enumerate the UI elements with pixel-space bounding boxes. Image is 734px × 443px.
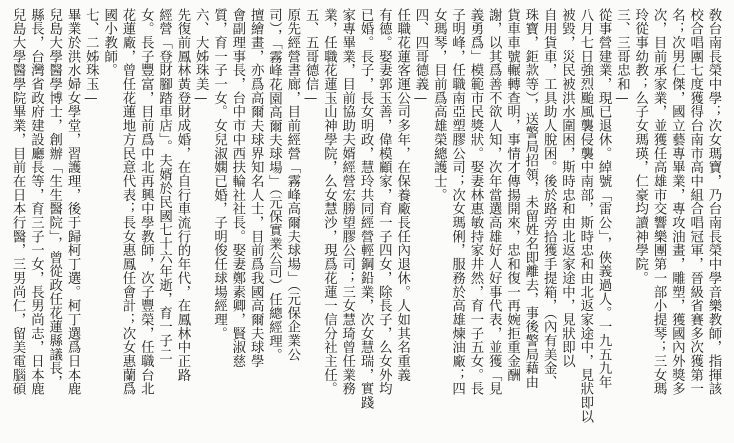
section-heading: 五、五哥德信— (303, 8, 319, 107)
text-column: 被毀，災民被洪水圍困，斯時忠和由北返家途中，見狀即以 (559, 8, 575, 369)
text-column: 已婚。長子，長女明政，慧玲共同經營輕鋼鉛業，次女慧瑞，實踐 (358, 8, 374, 410)
text-column: 縣長，台灣省政府建設廳長等，育三子一女，長男尚志，日本鹿 (28, 8, 44, 396)
text-column: 玲從事幼教；么子女瑪瑛，仁豪均讀神學院。 (632, 8, 648, 285)
text-column: 女瑪琴，目前爲高雄榮總護士。 (431, 8, 447, 202)
text-column: 花蓮廠，曾任花蓮地方民意代表；長女惠鳳任會計；次女惠蘭爲 (120, 8, 135, 396)
text-column: 珠寶，鉅款等），送警局招領，未留姓名即離去，事後警局藉由 (522, 8, 538, 390)
text-column: 業，任職花蓮玉山神學院，么女慧沙，現爲花蓮一信分社主任。 (321, 8, 337, 396)
text-column: 校合唱團七度獲得台南市高中組合唱冠軍，晉級省賽多次獲第一 (687, 8, 703, 396)
text-column: 子明峰，任職南亞塑膠公司；次女瑪俐，服務於高雄煉油廠；四 (449, 8, 465, 396)
text-column: 敎台南長榮中學；次女瑪寶，乃台南長榮中學音樂教師，指揮該 (706, 8, 721, 396)
text-column: 義勇爲」模範市民獎狀。娶妻林惠敏持家井然，育一子五女。長 (467, 8, 483, 396)
text-column: 謝，以其爲善不欲人知，次年當選高雄好人好事代表，並獲「見 (486, 8, 502, 396)
text-column: 原先經營書廊，目前經營「霧峰高爾夫球場」（元保企業公 (284, 8, 300, 362)
text-column: 質，育一子一女。女兒淑嫻已婚，子明俊任球場經理。 (211, 8, 227, 341)
text-column: 任職花蓮客運公司多年，在保養廠長任內退休。人如其名重義 (394, 8, 410, 382)
section-heading: 七、二姊珠玉— (83, 8, 99, 107)
text-column: 畢業於洪水婦女學堂，習護理，後于歸柯丁選。柯丁選爲日本鹿 (65, 8, 81, 396)
text-column: 貨車車號輾轉查明，事情才傳揚開來，忠和復一再婉拒重金酬 (504, 8, 520, 382)
section-heading: 六、大姊珠美— (193, 8, 209, 107)
text-column: 女。長子豐富，目前爲中北再興中學教師，次子豐榮，任職台北 (138, 8, 154, 396)
text-column: 國小教師。 (101, 8, 117, 78)
text-column: 從事營建業，現已退休。綽號「雷公」，俠義過人。一九五九年 (596, 8, 612, 390)
text-column: 經營「登財腳踏車店」。夫婿於民國七十六年逝，育一子二 (156, 8, 172, 362)
section-heading: 四、四哥德義— (413, 8, 428, 107)
text-column: 兒島大學醫學博士，創辦「生生醫院」，曾從政任花蓮縣議長， (46, 8, 62, 390)
text-column: 兒島大學醫學院畢業，目前在日本行醫，三男尚仁，留美電腦碩 (10, 8, 26, 396)
text-column: 司），「霧峰花園高爾夫球場」（元保實業公司）任總經理。 (266, 8, 282, 362)
section-heading: 三、三哥忠和— (614, 8, 630, 107)
text-column: 次，目前承家業，並獲任高雄市交響樂團第一部小提琴；三女瑪 (651, 8, 667, 396)
text-column: 家專畢業，目前協助夫婿經營宏勝望膠公司；三女慧琦曾任業務 (339, 8, 355, 396)
text-column: 有德。娶妻郭玉善，偉模顧家，育一子四女，除長子，么女外均 (376, 8, 392, 396)
text-column: 八月七日強烈颱風襲侵襲中南部，斯時忠和由北返家途中，見狀即以 (577, 8, 593, 424)
text-column: 先復前鳳林黃登財成婚，在自行車流行的年代，在鳳林中正路 (174, 8, 190, 382)
text-column: 自用貨車，工具助人脫困。後於路旁拾獲手提箱，（內有美金、 (541, 8, 557, 390)
text-column: 名；次男仁傑，國立藝專畢業，專攻油畫，雕塑，獲國內外獎多 (669, 8, 685, 396)
text-column: 擅繪畫，亦爲高爾夫球界知名人士，目前爲我國高爾夫球學 (248, 8, 264, 369)
text-column: 會副理事長，台中市中西扶輪社社長。娶妻鄭素卿，賢淑慈 (229, 8, 245, 369)
